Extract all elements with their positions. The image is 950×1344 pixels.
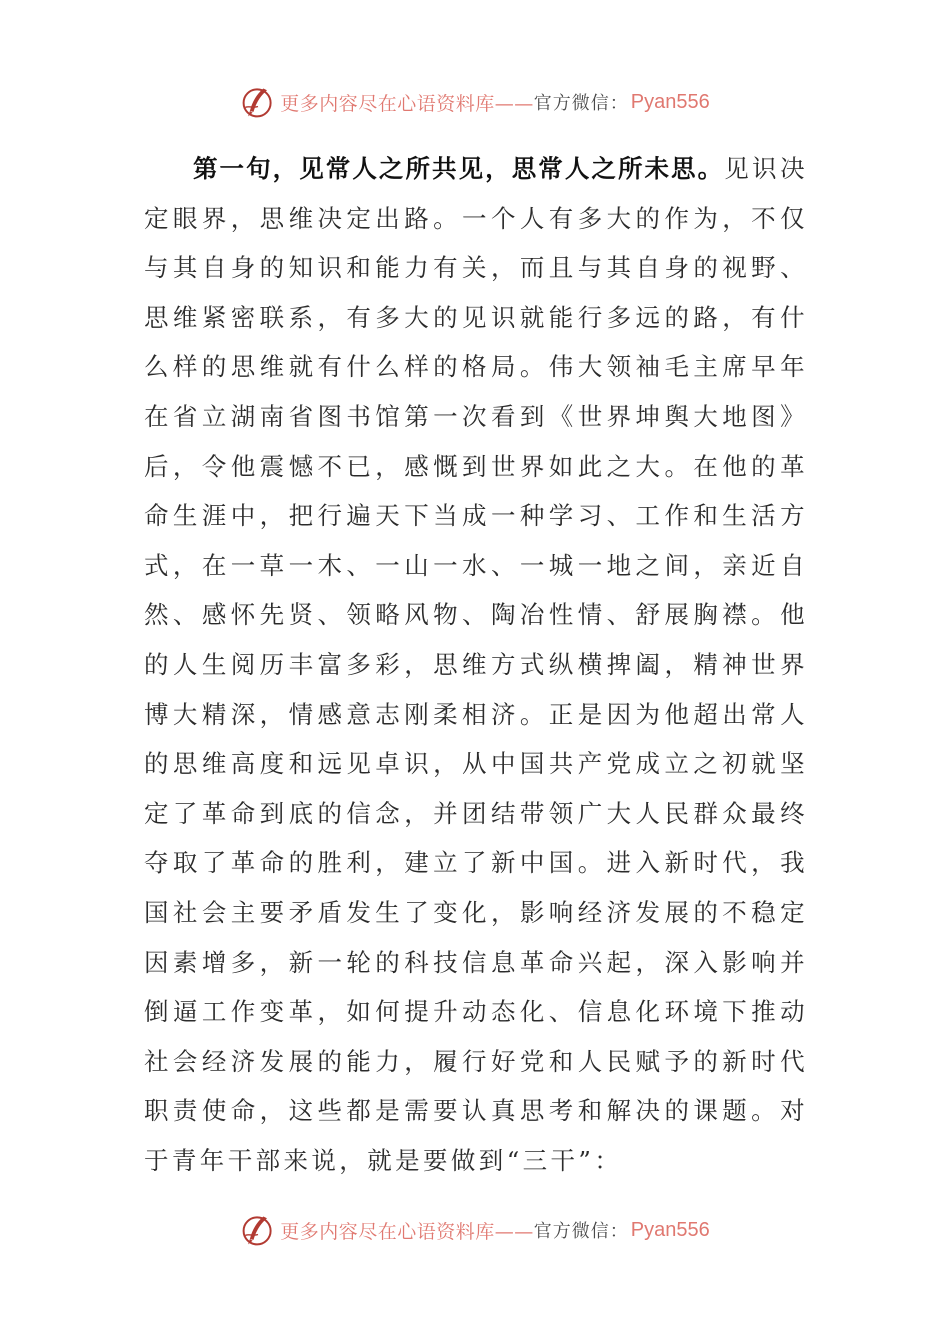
banner-wechat-id: Pyan556 (630, 90, 710, 113)
paragraph-text: 见识决定眼界，思维决定出路。一个人有多大的作为，不仅与其自身的知识和能力有关，而且与其自身的视野、思维紧密联系，有多大的见识就能行多远的路，有什么样的思维就有什么样的格局。伟大领袖毛主席早年在省立湖南省图书馆第一次看到《世界坤舆大地图》后，令他震憾不已，感慨到世界如此之大。在他的革命生涯中，把行遍天下当成一种学习、工作和生活方式，在一草一木、一山一水、一城一地之间，亲近自然、感怀先贤、领略风物、陶冶性情、舒展胸襟。他的人生阅历丰富多彩，思维方式纵横捭阖，精神世界博大精深，情感意志刚柔相济。正是因为他超出常人的思维高度和远见卓识，从中国共产党成立之初就坚定了革命到底的信念，并团结带领广大人民群众最终夺取了革命的胜利，建立了新中国。进入新时代，我国社会主要矛盾发生了变化，影响经济发展的不稳定因素增多，新一轮的科技信息革命兴起，深入影响并倒逼工作变革，如何提升动态化、信息化环境下推动社会经济发展的能力，履行好党和人民赋予的新时代职责使命，这些都是需要认真思考和解决的课题。对于青年干部来说，就是要做到“三干”： (144, 154, 809, 1175)
header-banner (0, 80, 950, 124)
banner-wechat-label: 官方微信： (533, 93, 629, 114)
banner-wechat-id: Pyan556 (630, 1218, 710, 1241)
footer-banner (0, 1208, 950, 1252)
banner-site-name: 更多内容尽在心语资料库—— (280, 92, 534, 115)
pen-nib-logo-icon (240, 84, 276, 120)
body-paragraph (144, 144, 808, 1185)
lead-sentence: 第一句，见常人之所共见，思常人之所未思。 (193, 154, 725, 183)
pen-nib-logo-icon (240, 1212, 276, 1248)
banner-site-name: 更多内容尽在心语资料库—— (280, 1220, 534, 1243)
banner-wechat-label: 官方微信： (533, 1221, 629, 1242)
